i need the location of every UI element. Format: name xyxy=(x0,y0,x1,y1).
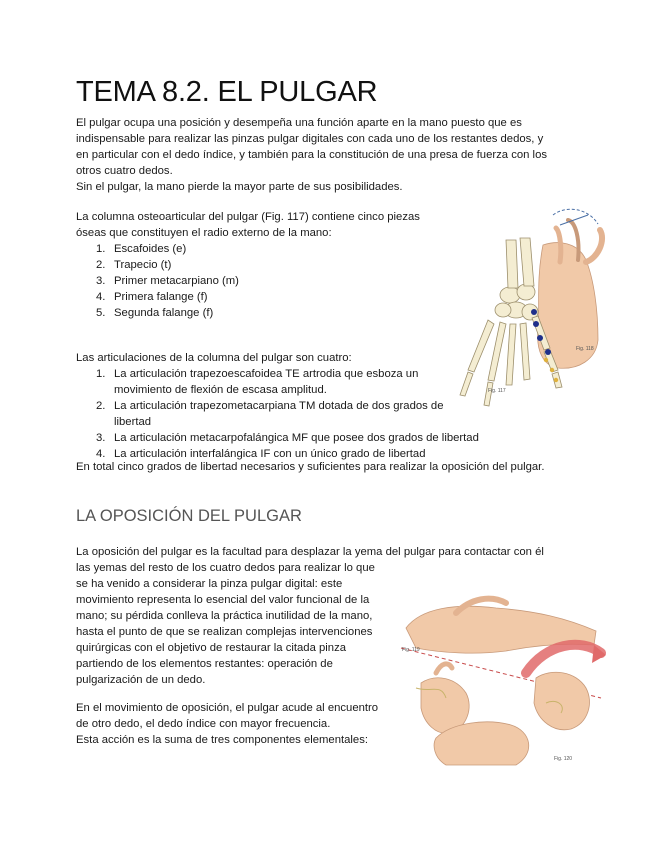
intro-line: en particular con el dedo índice, y también para la constitución de una presa de fuerza con los xyxy=(76,149,547,161)
list-item xyxy=(76,241,456,257)
list-number: 3. xyxy=(96,432,106,444)
column-line: La columna osteoarticular del pulgar (Fig. 117) contiene cinco piezas xyxy=(76,211,420,223)
figure-label: Fig. 120 xyxy=(554,756,573,762)
list-text: Escafoides (e) xyxy=(114,243,187,255)
opposition-line: las yemas del resto de los cuatro dedos para realizar lo que xyxy=(76,562,375,574)
intro-line: Sin el pulgar, la mano pierde la mayor parte de sus posibilidades. xyxy=(76,181,403,193)
figure-label: Fig. 119 xyxy=(402,647,420,653)
figure-label: Fig. 118 xyxy=(576,346,594,352)
opposition-line: pulgarización de un dedo. xyxy=(76,674,206,686)
movement-paragraph xyxy=(76,700,406,748)
list-text: Trapecio (t) xyxy=(114,259,172,271)
list-number: 2. xyxy=(96,400,106,412)
intro-line: indispensable para realizar las pinzas pulgar digitales con cada uno de los restantes dedos, y xyxy=(76,133,544,145)
movement-line: En el movimiento de oposición, el pulgar acude al encuentro xyxy=(76,702,379,714)
list-number: 1. xyxy=(96,368,106,380)
list-text: La articulación interfalángica IF con un único grado de libertad xyxy=(114,448,426,460)
list-text: La articulación metacarpofalángica MF que posee dos grados de libertad xyxy=(114,432,479,444)
list-number: 1. xyxy=(96,243,106,255)
bones-list xyxy=(76,241,456,321)
list-text: Primera falange (f) xyxy=(114,291,208,303)
intro-paragraph xyxy=(76,115,576,195)
opposition-line: quirúrgicas con el objetivo de restaurar la citada pinza xyxy=(76,642,347,654)
opposition-line: hasta el punto de que se realizan complejas intervenciones xyxy=(76,626,373,638)
column-line: óseas que constituyen el radio externo de la mano: xyxy=(76,227,332,239)
list-number: 5. xyxy=(96,307,106,319)
section-heading: LA OPOSICIÓN DEL PULGAR xyxy=(76,507,302,525)
list-number: 2. xyxy=(96,259,106,271)
movement-line: de otro dedo, el dedo índice con mayor frecuencia. xyxy=(76,718,331,730)
opposition-line: partiendo de los elementos restantes: operación de xyxy=(76,658,333,670)
list-item xyxy=(76,305,456,321)
intro-line: otros cuatro dedos. xyxy=(76,165,173,177)
list-item xyxy=(76,430,536,446)
intro-line: El pulgar ocupa una posición y desempeña una función aparte en la mano puesto que es xyxy=(76,117,522,129)
total-paragraph: En total cinco grados de libertad necesarios y suficientes para realizar la oposición del pulgar. xyxy=(76,461,545,473)
articulations-intro: Las articulaciones de la columna del pulgar son cuatro: xyxy=(76,352,352,364)
list-text: La articulación trapezoescafoidea TE artrodia que esboza un movimiento de flexión de escasa amplitud. xyxy=(114,368,419,396)
movement-line: Esta acción es la suma de tres componentes elementales: xyxy=(76,734,368,746)
figure-label: Fig. 117 xyxy=(488,388,506,394)
list-item xyxy=(76,366,434,398)
list-item xyxy=(76,398,449,430)
opposition-line: se ha venido a considerar la pinza pulgar digital: este xyxy=(76,578,343,590)
page-title: TEMA 8.2. EL PULGAR xyxy=(76,76,378,108)
thumb-opposition-illustration xyxy=(396,573,606,768)
list-item xyxy=(76,257,456,273)
list-text: Primer metacarpiano (m) xyxy=(114,275,239,287)
opposition-line: mano; su pérdida conlleva la práctica inutilidad de la mano, xyxy=(76,610,373,622)
opposition-line: movimiento representa lo esencial del valor funcional de la xyxy=(76,594,370,606)
list-item xyxy=(76,273,456,289)
list-number: 4. xyxy=(96,448,106,460)
opposition-line: La oposición del pulgar es la facultad para desplazar la yema del pulgar para contactar con él xyxy=(76,546,544,558)
list-text: Segunda falange (f) xyxy=(114,307,214,319)
list-number: 4. xyxy=(96,291,106,303)
thumb-skeleton-illustration xyxy=(448,200,608,410)
list-number: 3. xyxy=(96,275,106,287)
column-paragraph xyxy=(76,209,446,241)
list-text: La articulación trapezometacarpiana TM dotada de dos grados de libertad xyxy=(114,400,444,428)
list-item xyxy=(76,289,456,305)
